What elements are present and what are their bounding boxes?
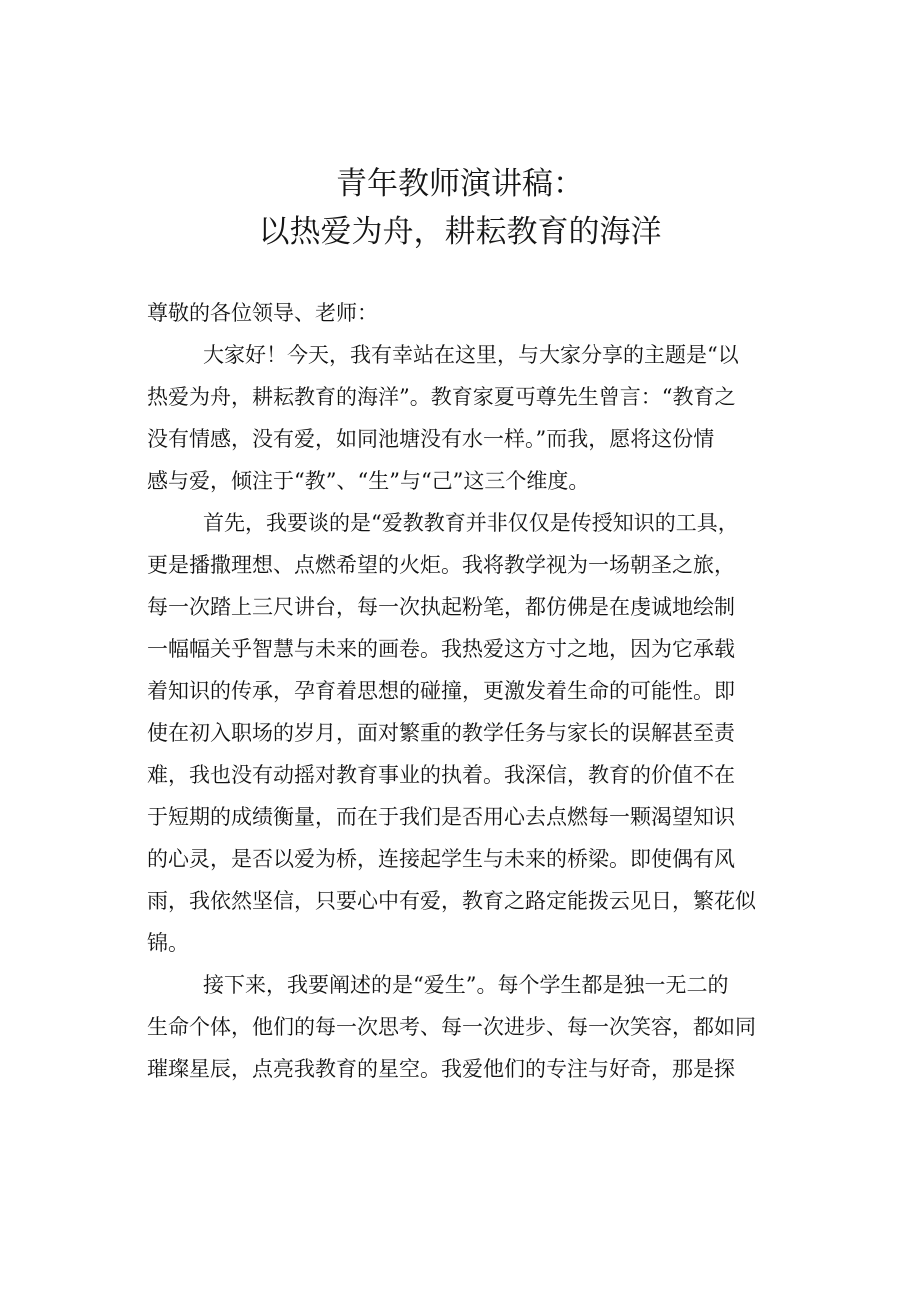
document-body [147, 292, 803, 1090]
paragraph-2 [147, 502, 803, 964]
paragraph-line: 璀璨星辰，点亮我教育的星空。我爱他们的专注与好奇，那是探 [147, 1057, 735, 1081]
paragraph-line: 锦。 [147, 931, 189, 955]
paragraph-line: 大家好！今天，我有幸站在这里，与大家分享的主题是“以 [203, 343, 739, 367]
paragraph-line: 生命个体，他们的每一次思考、每一次进步、每一次笑容，都如同 [147, 1015, 756, 1039]
paragraph-line: 难，我也没有动摇对教育事业的执着。我深信，教育的价值不在 [147, 763, 735, 787]
paragraph-line: 接下来，我要阐述的是“爱生”。每个学生都是独一无二的 [203, 973, 729, 997]
title-line-2: 以热爱为舟，耕耘教育的海洋 [258, 214, 662, 250]
paragraph-3 [147, 964, 803, 1090]
title-line-1: 青年教师演讲稿： [336, 166, 584, 202]
paragraph-line: 使在初入职场的岁月，面对繁重的教学任务与家长的误解甚至责 [147, 721, 735, 745]
paragraph-line: 一幅幅关乎智慧与未来的画卷。我热爱这方寸之地，因为它承载 [147, 637, 735, 661]
paragraph-line: 于短期的成绩衡量，而在于我们是否用心去点燃每一颗渴望知识 [147, 805, 735, 829]
document-title [100, 160, 820, 256]
salutation: 尊敬的各位领导、老师： [147, 301, 378, 325]
paragraph-line: 着知识的传承，孕育着思想的碰撞，更激发着生命的可能性。即 [147, 679, 735, 703]
paragraph-line: 每一次踏上三尺讲台，每一次执起粉笔，都仿佛是在虔诚地绘制 [147, 595, 735, 619]
paragraph-1 [147, 334, 803, 502]
paragraph-line: 热爱为舟，耕耘教育的海洋”。教育家夏丏尊先生曾言：“教育之 [147, 385, 736, 409]
paragraph-line: 首先，我要谈的是“爱教教育并非仅仅是传授知识的工具， [203, 511, 739, 535]
paragraph-line: 更是播撒理想、点燃希望的火炬。我将教学视为一场朝圣之旅， [147, 553, 735, 577]
paragraph-line: 没有情感，没有爱，如同池塘没有水一样。”而我，愿将这份情 [147, 427, 715, 451]
paragraph-line: 感与爱，倾注于“教”、“生”与“己”这三个维度。 [147, 469, 590, 493]
paragraph-line: 的心灵，是否以爱为桥，连接起学生与未来的桥梁。即使偶有风 [147, 847, 735, 871]
paragraph-line: 雨，我依然坚信，只要心中有爱，教育之路定能拨云见日，繁花似 [147, 889, 756, 913]
